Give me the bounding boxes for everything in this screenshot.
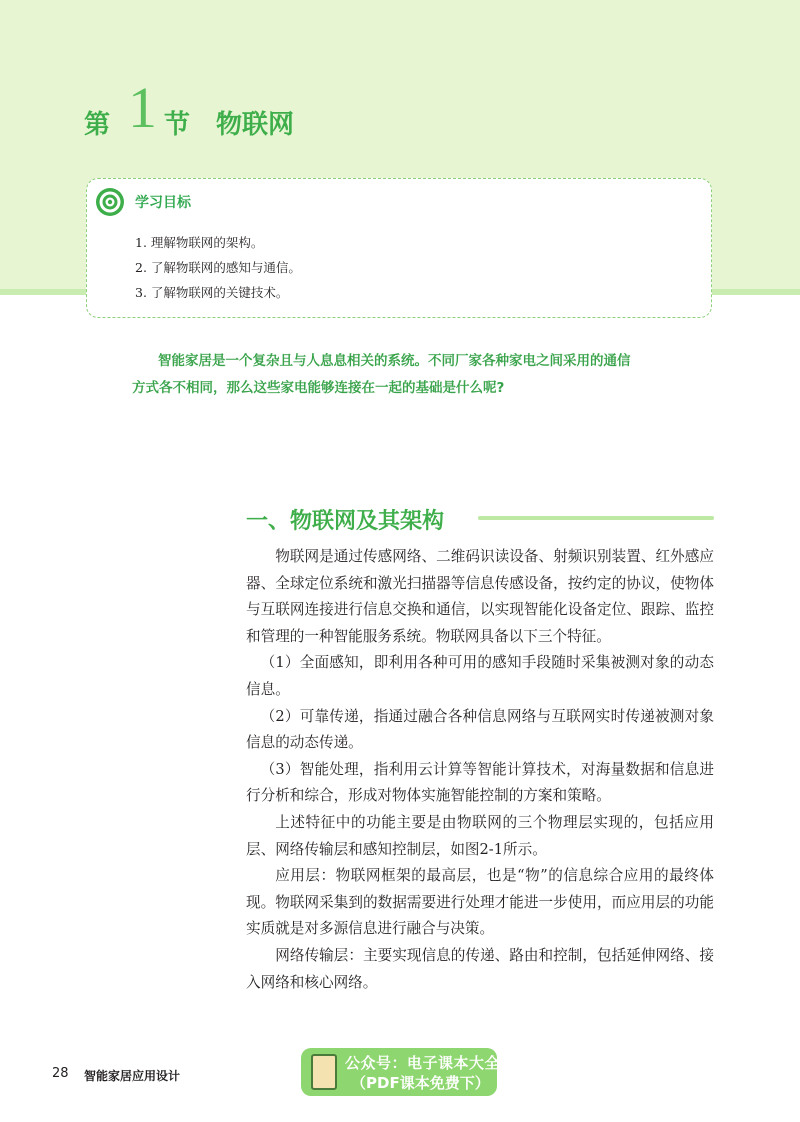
section-heading-rule (478, 516, 714, 520)
chapter-name: 物联网 (216, 110, 295, 140)
paragraph-layers: 上述特征中的功能主要是由物联网的三个物理层实现的，包括应用层、网络传输层和感知控制层，如图2-1所示。 (246, 813, 714, 858)
goal-item-1: 1. 理解物联网的架构。 (135, 235, 264, 250)
goal-item-3: 3. 了解物联网的关键技术。 (135, 285, 289, 300)
paragraph-network-layer: 网络传输层：主要实现信息的传递、路由和控制，包括延伸网络、接入网络和核心网络。 (246, 946, 714, 991)
book-icon (311, 1054, 337, 1090)
intro-question (132, 348, 692, 402)
book-title: 智能家居应用设计 (84, 1069, 181, 1083)
goal-item-2: 2. 了解物联网的感知与通信。 (135, 260, 301, 275)
body-text (246, 544, 714, 996)
stamp-line-1: 公众号：电子课本大全 (345, 1054, 501, 1072)
paragraph-application-layer: 应用层：物联网框架的最高层，也是“物”的信息综合应用的最终体现。物联网采集到的数据需要进行处理才能进一步使用，而应用层的功能实质就是对多源信息进行融合与决策。 (246, 867, 714, 938)
paragraph-feature-3: （3）智能处理，指利用云计算等智能计算技术，对海量数据和信息进行分析和综合，形成对物体实施智能控制的方案和策略。 (246, 760, 714, 805)
intro-line-2: 方式各不相同，那么这些家电能够连接在一起的基础是什么呢? (132, 380, 505, 396)
paragraph-feature-2: （2）可靠传递，指通过融合各种信息网络与互联网实时传递被测对象信息的动态传递。 (246, 707, 714, 752)
paragraph-iot-definition: 物联网是通过传感网络、二维码识读设备、射频识别装置、红外感应器、全球定位系统和激光扫描器等信息传感设备，按约定的协议，使物体与互联网连接进行信息交换和通信，以实现智能化设备定位、跟踪、监控和管理的一种智能服务系统。物联网具备以下三个特征。 (246, 548, 714, 645)
paragraph-feature-1: （1）全面感知，即利用各种可用的感知手段随时采集被测对象的动态信息。 (246, 654, 714, 698)
learning-goals-box (86, 178, 712, 318)
stamp-line-2: （PDF课本免费下） (351, 1074, 490, 1092)
chapter-suffix: 节 (164, 110, 191, 140)
intro-line-1: 智能家居是一个复杂且与人息息相关的系统。不同厂家各种家电之间采用的通信 (158, 353, 631, 369)
chapter-number: 1 (128, 75, 157, 140)
chapter-prefix: 第 (84, 110, 111, 140)
section-heading: 一、物联网及其架构 (246, 509, 445, 534)
page-number: 28 (52, 1066, 69, 1081)
watermark-stamp (301, 1048, 501, 1096)
target-icon (95, 187, 125, 217)
learning-goals-title: 学习目标 (135, 195, 191, 211)
